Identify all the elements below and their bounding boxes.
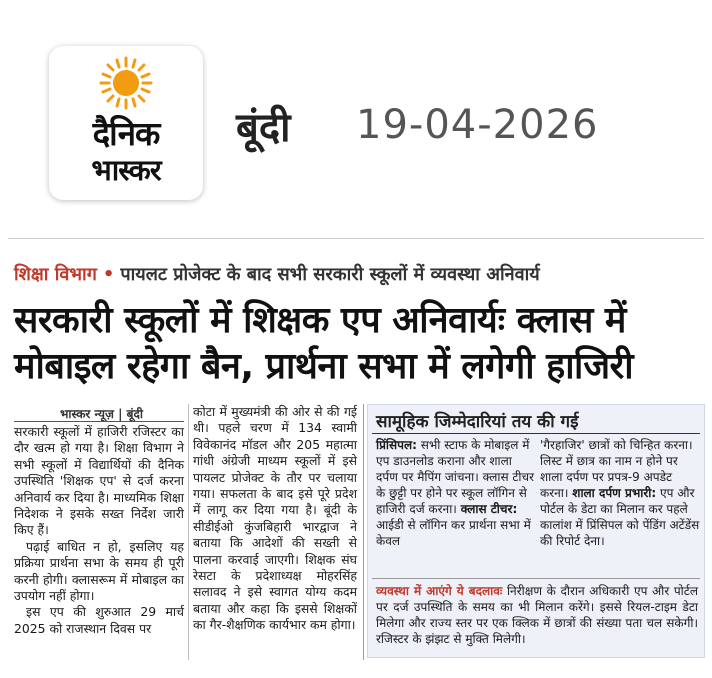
column-divider [188, 404, 189, 660]
paragraph: इस एप की शुरुआत 29 मार्च 2025 को राजस्थान दिवस पर [14, 604, 184, 636]
class-teacher-leave-text: छुट्टी पर होने पर स्कूल लॉगिन से हाजिरी दर्ज करना। [376, 486, 527, 516]
article-column-1 [14, 424, 184, 637]
article-kicker [14, 262, 540, 286]
headline-line-2: मोबाइल रहेगा बैन, प्रार्थना सभा में लगेगी हाजिरी [14, 346, 634, 387]
headline-line-1: सरकारी स्कूलों में शिक्षक एप अनिवार्यः क्लास में [14, 300, 626, 341]
changes-label: व्यवस्था में आएंगे ये बदलावः [376, 584, 503, 598]
absent-students-text: 'गैरहाजिर' छात्रों को चिन्हित करना। लिस्ट में छात्र का नाम न होने पर शाला दर्पण पर प्रपत्र-9 अपडेट करना। [540, 438, 693, 500]
article-column-2 [193, 404, 357, 634]
divider [372, 578, 700, 579]
class-teacher-label: क्लास टीचर: [460, 502, 518, 516]
changes-text: निरीक्षण के दौरान अधिकारी एप और पोर्टल पर दर्ज उपस्थिति के समय का भी मिलान करेंगे। इससे रियल-टाइम डेटा मिलेगा और राज्य स्तर पर एक क्लिक में छात्रों की संख्या पता चल सकेगी। रजिस्टर के झंझट से मुक्ति मिलेगी। [376, 584, 698, 646]
principal-text: सभी स्टाफ के मोबाइल में एप डाउनलोड कराना और शाला दर्पण पर मैपिंग जांचना। [376, 438, 530, 484]
byline: भास्कर न्यूज़ | बूंदी [60, 407, 143, 421]
principal-label: प्रिंसिपल: [376, 438, 417, 452]
shala-darpan-label: शाला दर्पण प्रभारी: [572, 486, 657, 500]
sidebar-title: सामूहिक जिम्मेदारियां तय की गई [376, 412, 579, 432]
shala-darpan-text: एप और पोर्टल के डेटा का मिलान कर पहले कालांश में प्रिंसिपल को पेंडिंग अटेंडेंस की रिपोर्ट देना। [540, 486, 700, 548]
sidebar-box [367, 404, 705, 658]
kicker-subtitle: पायलट प्रोजेक्ट के बाद सभी सरकारी स्कूलों में व्यवस्था अनिवार्य [120, 264, 540, 285]
kicker-department: शिक्षा विभाग [14, 264, 97, 285]
column-divider [363, 404, 364, 660]
edition-city: बूंदी [236, 105, 291, 151]
paragraph: सरकारी स्कूलों में हाजिरी रजिस्टर का दौर खत्म हो गया है। शिक्षा विभाग ने सभी स्कूलों में विद्यार्थियों की दैनिक उपस्थिति 'शिक्षक एप' से दर्ज करना अनिवार्य कर दिया है। माध्यमिक शिक्षा निदेशक ने इसके सख्त निर्देश जारी किए हैं। [14, 424, 184, 538]
sidebar-column-2 [540, 437, 700, 549]
paragraph: पढ़ाई बाधित न हो, इसलिए यह प्रक्रिया प्रार्थना सभा के समय ही पूरी करनी होगी। क्लासरूम में मोबाइल का उपयोग नहीं होगा। [14, 538, 184, 604]
paragraph: कोटा में मुख्यमंत्री की ओर से की गई थी। पहले चरण में 134 स्वामी विवेकानंद मॉडल और 205 महात्मा गांधी अंग्रेजी माध्यम स्कूलों में इसे पायलट प्रोजेक्ट के तौर पर चलाया गया। सफलता के बाद इसे पूरे प्रदेश में लागू कर दिया गया है। बूंदी के सीडीईओ कुंजबिहारी भारद्वाज ने बताया कि आदेशों की सख्ती से पालना करवाई जाएगी। शिक्षक संघ रेसटा के प्रदेशाध्यक्ष मोहरसिंह सलावद ने इसे स्वागत योग्य कदम बताया और कहा कि इससे शिक्षकों का गैर-शैक्षणिक कार्यभार कम होगा। [193, 404, 357, 633]
sun-icon [91, 56, 161, 112]
logo-text-bhaskar: भास्कर [91, 153, 161, 187]
sidebar-column-1 [376, 437, 536, 549]
edition-date: 19-04-2026 [356, 102, 599, 148]
divider [8, 238, 704, 239]
bullet-icon: • [102, 264, 115, 285]
divider [14, 421, 184, 422]
divider [372, 433, 700, 434]
changes-paragraph [376, 583, 698, 647]
logo-text-dainik: दैनिक [92, 114, 160, 153]
class-teacher-intro: क्लास टीचर के [376, 470, 535, 500]
newspaper-logo [49, 46, 203, 200]
class-teacher-text: आईडी से लॉगिन कर प्रार्थना सभा में केवल [376, 518, 531, 548]
